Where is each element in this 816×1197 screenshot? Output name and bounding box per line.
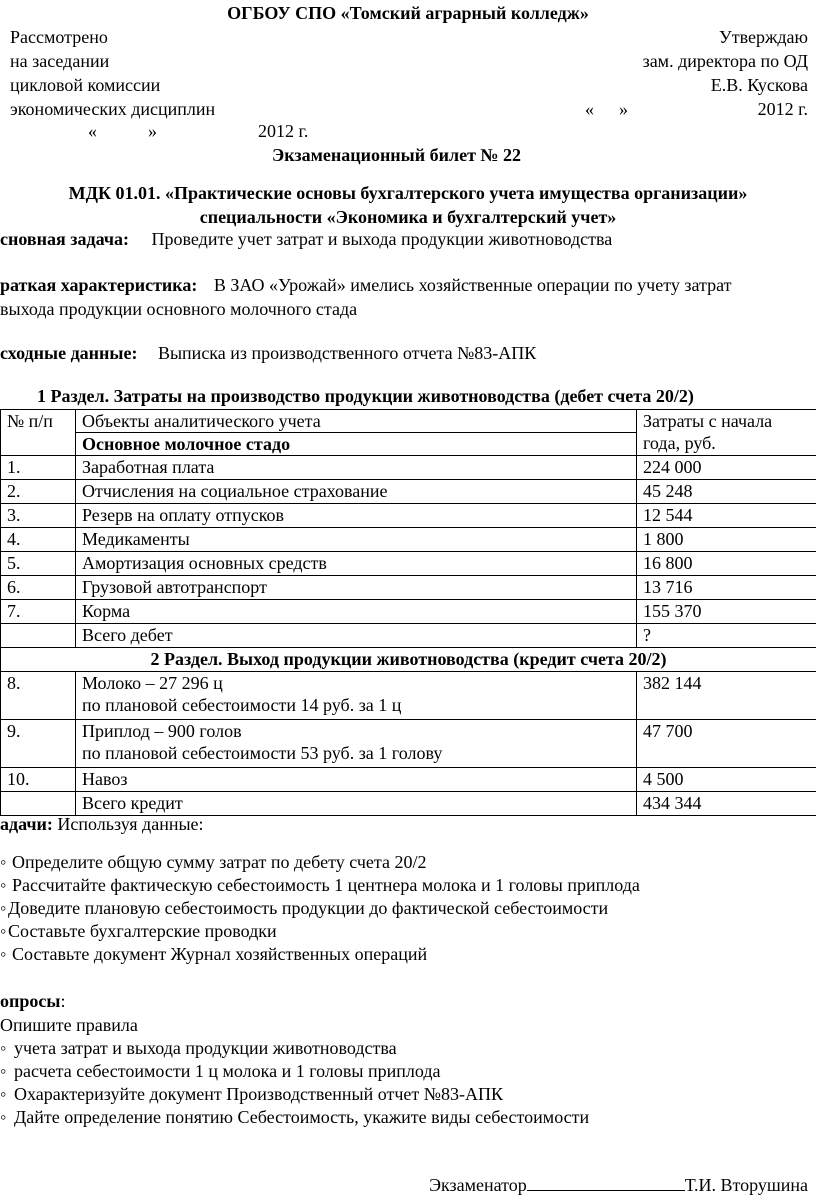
row-name-line-1: Молоко – 27 296 ц xyxy=(82,673,223,693)
row-num: 1. xyxy=(1,456,76,480)
task-item-text: Составьте бухгалтерские проводки xyxy=(8,921,277,941)
header-cost-line-2: года, руб. xyxy=(643,433,716,453)
task-item-text: Определите общую сумму затрат по дебету счета 20/2 xyxy=(12,852,427,872)
row-num: 3. xyxy=(1,504,76,528)
examiner-name: Т.И. Вторушина xyxy=(684,1175,808,1195)
left-date-quote-open: « xyxy=(88,121,97,141)
table-row xyxy=(1,600,816,624)
left-date-quote-close: » xyxy=(148,121,157,141)
row-value: 13 716 xyxy=(637,576,816,600)
approval-left-1: Рассмотрено xyxy=(10,27,108,47)
row-name: Навоз xyxy=(76,768,637,792)
task-item: ◦ Определите общую сумму затрат по дебету счета 20/2 xyxy=(0,852,427,872)
row-name: Заработная плата xyxy=(76,456,637,480)
total-debit-value: ? xyxy=(637,624,816,648)
header-cost-line-1: Затраты с начала xyxy=(643,411,773,431)
tasks-intro: Используя данные: xyxy=(57,814,204,834)
question-item: ◦ Охарактеризуйте документ Производственный отчет №83-АПК xyxy=(0,1084,503,1104)
table-row xyxy=(1,480,816,504)
section-1-title: 1 Раздел. Затраты на производство продукции животноводства (дебет счета 20/2) xyxy=(37,386,694,406)
approval-left-2: на заседании xyxy=(10,51,110,71)
examiner-label: Экзаменатор xyxy=(429,1175,527,1195)
table-row xyxy=(1,456,816,480)
signature-blank xyxy=(527,1172,685,1191)
approval-right-2: зам. директора по ОД xyxy=(642,51,808,71)
row-value: 45 248 xyxy=(637,480,816,504)
question-item-text: Охарактеризуйте документ Производственный отчет №83-АПК xyxy=(14,1084,503,1104)
total-debit-row xyxy=(1,624,816,648)
header-num: № п/п xyxy=(1,410,76,456)
questions-intro: Опишите правила xyxy=(0,1015,138,1035)
task-item-text: Составьте документ Журнал хозяйственных операций xyxy=(12,944,428,964)
source-text: Выписка из производственного отчета №83-АПК xyxy=(157,343,537,363)
main-task-label: сновная задача: xyxy=(0,229,130,249)
task-item: ◦Доведите плановую себестоимость продукции до фактической себестоимости xyxy=(0,898,609,918)
mdk-line-1: МДК 01.01. «Практические основы бухгалтерского учета имущества организации» xyxy=(68,183,748,203)
right-date-quote-open: « xyxy=(585,99,594,119)
row-value: 47 700 xyxy=(637,720,816,768)
tasks-heading xyxy=(0,813,204,835)
approval-left-4: экономических дисциплин xyxy=(10,99,216,119)
table-header-row xyxy=(1,410,816,433)
header-cost xyxy=(637,410,816,456)
source-data xyxy=(0,342,536,364)
row-name-line-1: Приплод – 900 голов xyxy=(82,721,242,741)
row-num: 7. xyxy=(1,600,76,624)
mdk-line-2: специальности «Экономика и бухгалтерский учет» xyxy=(199,207,617,227)
task-item: ◦Составьте бухгалтерские проводки xyxy=(0,921,277,941)
table-row xyxy=(1,552,816,576)
total-credit-row xyxy=(1,792,816,816)
short-desc-text-2: выхода продукции основного молочного стада xyxy=(0,299,358,319)
row-value: 12 544 xyxy=(637,504,816,528)
row-num: 9. xyxy=(1,720,76,768)
production-table xyxy=(0,409,816,816)
task-item-text: Рассчитайте фактическую себестоимость 1 центнера молока и 1 головы приплода xyxy=(12,875,640,895)
short-description xyxy=(0,274,731,296)
question-item: ◦ Дайте определение понятию Себестоимость, укажите виды себестоимости xyxy=(0,1107,590,1127)
total-debit-label: Всего дебет xyxy=(76,624,637,648)
questions-colon: : xyxy=(60,991,66,1011)
short-desc-label: раткая характеристика: xyxy=(0,275,198,295)
row-value: 1 800 xyxy=(637,528,816,552)
row-value: 155 370 xyxy=(637,600,816,624)
table-row xyxy=(1,720,816,768)
table-row xyxy=(1,576,816,600)
question-item: ◦ учета затрат и выхода продукции животноводства xyxy=(0,1038,397,1058)
total-credit-label: Всего кредит xyxy=(76,792,637,816)
row-name-line-2: по плановой себестоимости 14 руб. за 1 ц xyxy=(82,695,402,715)
row-value: 382 144 xyxy=(637,672,816,720)
main-task-text: Проведите учет затрат и выхода продукции животноводства xyxy=(151,229,613,249)
ticket-title: Экзаменационный билет № 22 xyxy=(272,145,521,165)
section-2-title: 2 Раздел. Выход продукции животноводства (кредит счета 20/2) xyxy=(1,648,816,672)
question-item-text: расчета себестоимости 1 ц молока и 1 головы приплода xyxy=(14,1061,441,1081)
table-row xyxy=(1,504,816,528)
table-row xyxy=(1,528,816,552)
table-row xyxy=(1,768,816,792)
left-date-year: 2012 г. xyxy=(258,121,309,141)
row-value: 16 800 xyxy=(637,552,816,576)
short-desc-text-1: В ЗАО «Урожай» имелись хозяйственные операции по учету затрат xyxy=(213,275,732,295)
approval-left-3: цикловой комиссии xyxy=(10,75,161,95)
approval-right-3: Е.В. Кускова xyxy=(710,75,808,95)
task-item: ◦ Составьте документ Журнал хозяйственных операций xyxy=(0,944,428,964)
row-name xyxy=(76,720,637,768)
row-name: Медикаменты xyxy=(76,528,637,552)
questions-label: опросы xyxy=(0,991,61,1011)
questions-heading xyxy=(0,990,65,1012)
row-num: 2. xyxy=(1,480,76,504)
row-name-line-2: по плановой себестоимости 53 руб. за 1 голову xyxy=(82,743,443,763)
total-credit-value: 434 344 xyxy=(637,792,816,816)
tasks-label: адачи: xyxy=(0,814,53,834)
row-name xyxy=(76,672,637,720)
question-item-text: учета затрат и выхода продукции животноводства xyxy=(14,1038,397,1058)
row-num: 10. xyxy=(1,768,76,792)
right-date-year: 2012 г. xyxy=(757,99,808,119)
section-2-row xyxy=(1,648,816,672)
task-item: ◦ Рассчитайте фактическую себестоимость 1 центнера молока и 1 головы приплода xyxy=(0,875,640,895)
row-value: 4 500 xyxy=(637,768,816,792)
table-row xyxy=(1,672,816,720)
row-name: Отчисления на социальное страхование xyxy=(76,480,637,504)
main-task xyxy=(0,228,612,250)
signature-line xyxy=(429,1172,808,1196)
task-item-text: Доведите плановую себестоимость продукции до фактической себестоимости xyxy=(8,898,609,918)
row-num: 8. xyxy=(1,672,76,720)
question-item: ◦ расчета себестоимости 1 ц молока и 1 головы приплода xyxy=(0,1061,441,1081)
college-title: ОГБОУ СПО «Томский аграрный колледж» xyxy=(227,3,589,23)
approval-right-1: Утверждаю xyxy=(718,27,808,47)
right-date-quote-close: » xyxy=(619,99,628,119)
row-num: 4. xyxy=(1,528,76,552)
row-name: Амортизация основных средств xyxy=(76,552,637,576)
row-name: Корма xyxy=(76,600,637,624)
row-num: 5. xyxy=(1,552,76,576)
row-name: Резерв на оплату отпусков xyxy=(76,504,637,528)
row-num: 6. xyxy=(1,576,76,600)
header-object: Объекты аналитического учета xyxy=(76,410,637,433)
source-label: сходные данные: xyxy=(0,343,138,363)
row-value: 224 000 xyxy=(637,456,816,480)
row-name: Грузовой автотранспорт xyxy=(76,576,637,600)
question-item-text: Дайте определение понятию Себестоимость, укажите виды себестоимости xyxy=(14,1107,590,1127)
header-subtitle: Основное молочное стадо xyxy=(76,433,637,456)
